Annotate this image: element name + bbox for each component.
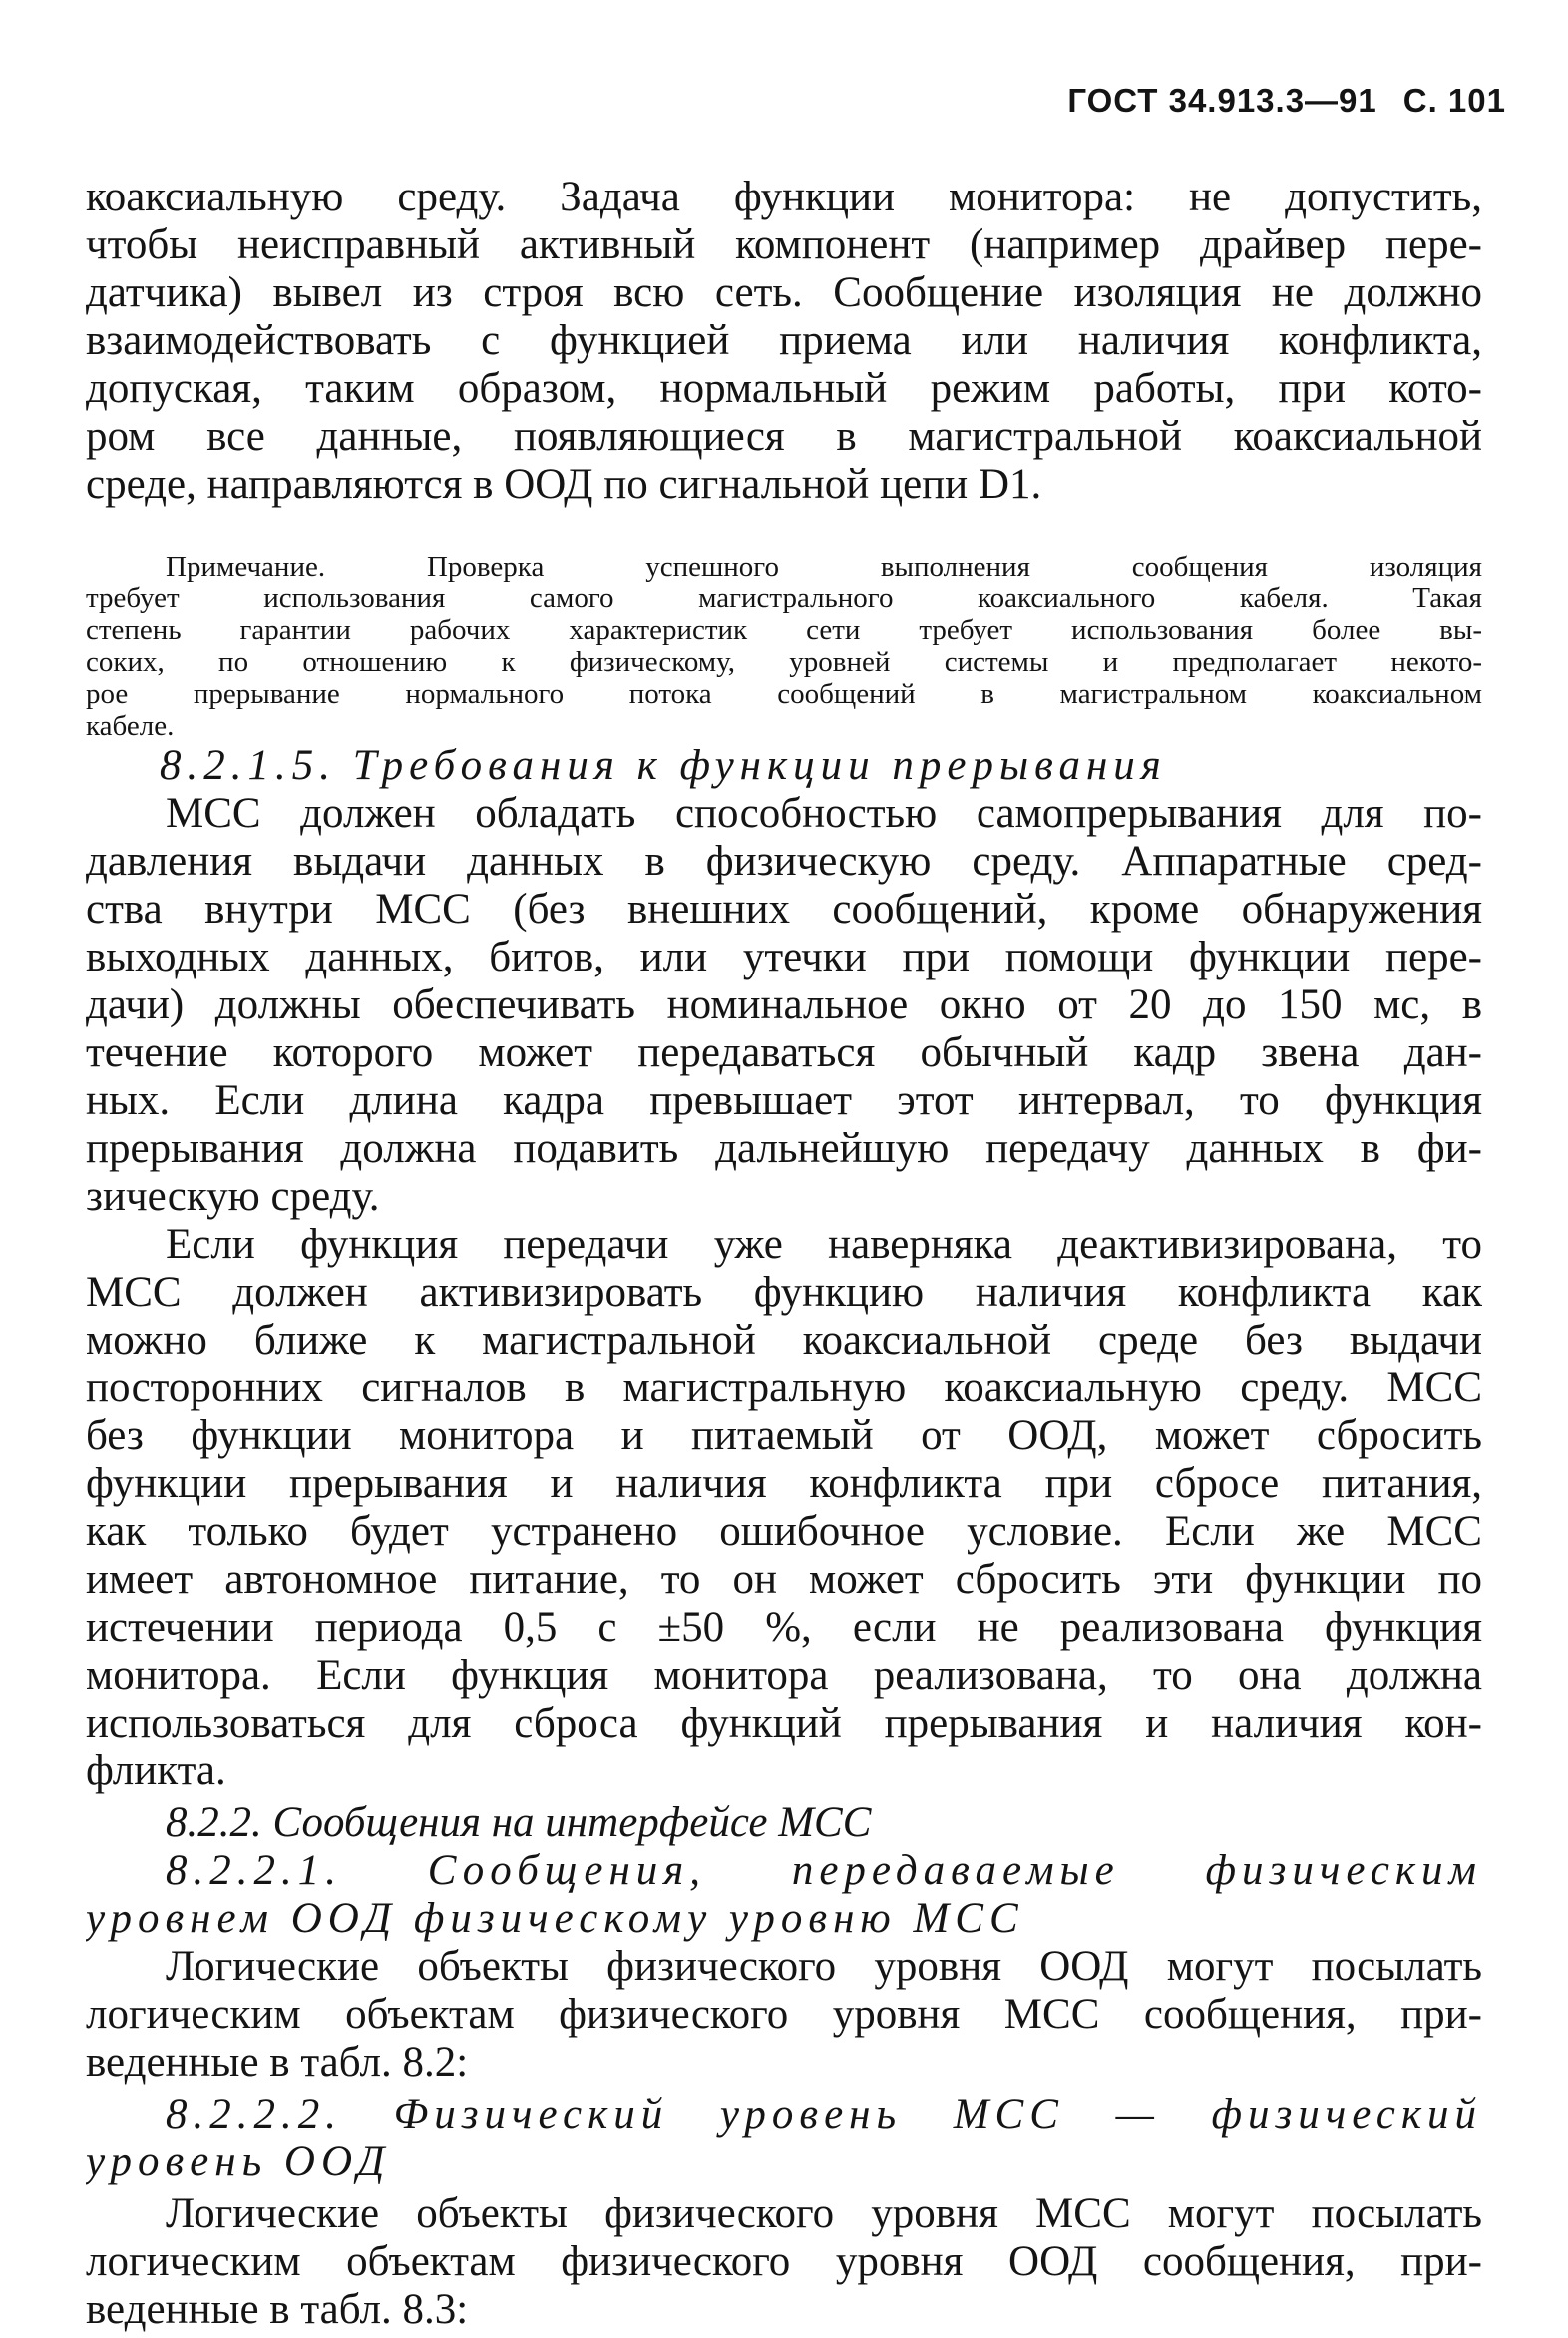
- text-line: датчика) вывел из строя всю сеть. Сообщение изоляция не должно: [86, 269, 1482, 316]
- text-line: среде, направляются в ООД по сигнальной цепи D1.: [86, 461, 1042, 508]
- note-line: рое прерывание нормального потока сообщений в магистральном коаксиальном: [86, 678, 1482, 710]
- text-line: взаимодействовать с функцией приема или наличия конфликта,: [86, 317, 1482, 364]
- page-header: [1067, 82, 1506, 120]
- text-line: Если функция передачи уже наверняка деактивизирована, то: [166, 1221, 1482, 1268]
- text-line: давления выдачи данных в физическую среду. Аппаратные сред-: [86, 838, 1482, 885]
- section-heading: 8.2.1.5. Требования к функции прерывания: [160, 742, 1167, 789]
- text-line: логическим объектам физического уровня ООД сообщения, при-: [86, 2238, 1482, 2285]
- page-number: С. 101: [1402, 82, 1506, 119]
- text-line: веденные в табл. 8.3:: [86, 2286, 469, 2333]
- text-line: МСС должен обладать способностью самопрерывания для по-: [166, 790, 1482, 837]
- text-line: ных. Если длина кадра превышает этот интервал, то функция: [86, 1077, 1482, 1124]
- standard-number: ГОСТ 34.913.3—91: [1067, 82, 1377, 119]
- section-8-2-2: [86, 1799, 1482, 1847]
- text-line: Логические объекты физического уровня МСС могут посылать: [166, 2190, 1482, 2237]
- section-heading: уровнем ООД физическому уровню МСС: [86, 1895, 1024, 1942]
- text-line: посторонних сигналов в магистральную коаксиальную среду. МСС: [86, 1364, 1482, 1411]
- note-line: соких, по отношению к физическому, уровней системы и предполагает некото-: [86, 646, 1482, 678]
- text-line: прерывания должна подавить дальнейшую передачу данных в фи-: [86, 1125, 1482, 1172]
- text-line: как только будет устранено ошибочное условие. Если же МСС: [86, 1508, 1482, 1555]
- text-line: фликта.: [86, 1748, 226, 1794]
- text-line: зическую среду.: [86, 1173, 380, 1220]
- text-line: можно ближе к магистральной коаксиальной среде без выдачи: [86, 1317, 1482, 1364]
- text-line: дачи) должны обеспечивать номинальное окно от 20 до 150 мс, в: [86, 981, 1482, 1028]
- text-line: выходных данных, битов, или утечки при помощи функции пере-: [86, 934, 1482, 980]
- text-line: логическим объектам физического уровня МСС сообщения, при-: [86, 1991, 1482, 2038]
- text-line: ства внутри МСС (без внешних сообщений, кроме обнаружения: [86, 886, 1482, 933]
- note-line: требует использования самого магистрального коаксиального кабеля. Такая: [86, 583, 1482, 614]
- text-line: имеет автономное питание, то он может сбросить эти функции по: [86, 1556, 1482, 1603]
- note-line: степень гарантии рабочих характеристик сети требует использования более вы-: [86, 614, 1482, 646]
- note-line: кабеле.: [86, 710, 175, 742]
- text-line: допуская, таким образом, нормальный режим работы, при кото-: [86, 365, 1482, 412]
- text-line: чтобы неисправный активный компонент (например драйвер пере-: [86, 221, 1482, 268]
- text-line: функции прерывания и наличия конфликта при сбросе питания,: [86, 1460, 1482, 1507]
- text-line: монитора. Если функция монитора реализована, то она должна: [86, 1652, 1482, 1699]
- text-line: веденные в табл. 8.2:: [86, 2039, 469, 2086]
- section-heading: 8.2.2.2. Физический уровень МСС — физический: [166, 2091, 1482, 2138]
- text-line: без функции монитора и питаемый от ООД, может сбросить: [86, 1412, 1482, 1459]
- section-8-2-2-2: [86, 2091, 1482, 2186]
- text-line: МСС должен активизировать функцию наличия конфликта как: [86, 1269, 1482, 1316]
- section-heading: 8.2.2.1. Сообщения, передаваемые физическим: [166, 1847, 1482, 1894]
- section-8-2-1-5-paragraph-2: [86, 1221, 1482, 1795]
- text-line: ром все данные, появляющиеся в магистральной коаксиальной: [86, 413, 1482, 460]
- section-heading: уровень ООД: [86, 2139, 391, 2185]
- paragraph-continuation: [86, 174, 1482, 509]
- section-8-2-1-5: [86, 742, 1482, 1221]
- text-line: использоваться для сброса функций прерывания и наличия кон-: [86, 1700, 1482, 1747]
- text-line: Логические объекты физического уровня ООД могут посылать: [166, 1943, 1482, 1990]
- section-8-2-2-2-body: [86, 2190, 1482, 2334]
- text-line: течение которого может передаваться обычный кадр звена дан-: [86, 1029, 1482, 1076]
- section-8-2-2-1: [86, 1847, 1482, 2087]
- note-block: [86, 551, 1482, 742]
- section-heading: 8.2.2. Сообщения на интерфейсе МСС: [166, 1799, 872, 1846]
- text-line: коаксиальную среду. Задача функции монитора: не допустить,: [86, 174, 1482, 220]
- note-line: Примечание. Проверка успешного выполнения сообщения изоляция: [166, 551, 1482, 583]
- text-line: истечении периода 0,5 с ±50 %, если не реализована функция: [86, 1604, 1482, 1651]
